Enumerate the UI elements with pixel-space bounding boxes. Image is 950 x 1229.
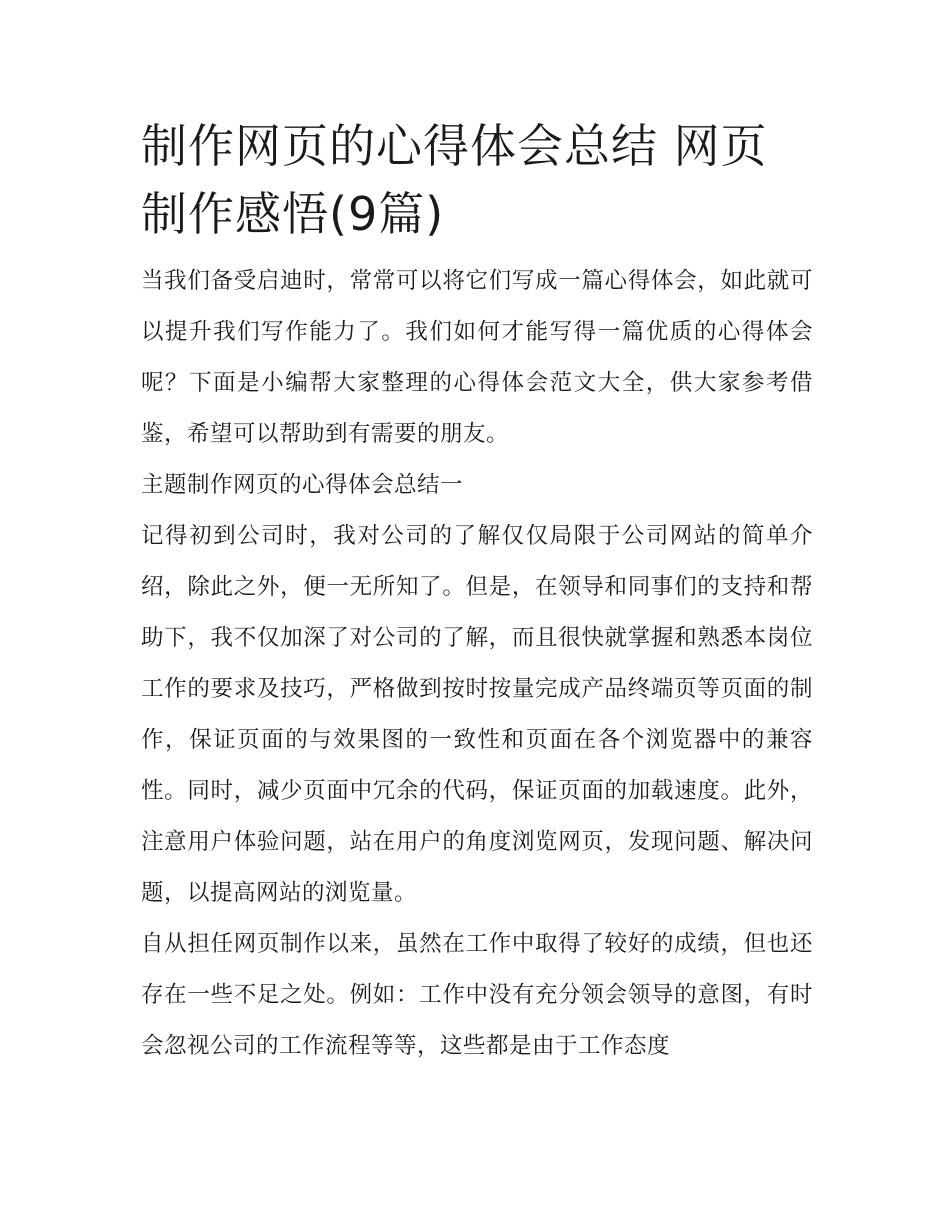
body-paragraph-1: 记得初到公司时，我对公司的了解仅仅局限于公司网站的简单介绍，除此之外，便一无所知了。但是，在领导和同事们的支持和帮助下，我不仅加深了对公司的了解，而且很快就掌握和熟悉本岗位工作的要求及技巧，严格做到按时按量完成产品终端页等页面的制作，保证页面的与效果图的一致性和页面在各个浏览器中的兼容性。同时，减少页面中冗余的代码，保证页面的加载速度。此外，注意用户体验问题，站在用户的角度浏览网页，发现问题、解决问题，以提高网站的浏览量。 — [141, 523, 813, 906]
document-title: 制作网页的心得体会总结 网页制作感悟(9篇) — [141, 119, 768, 241]
document-page — [141, 112, 813, 1072]
body-paragraph-2: 自从担任网页制作以来，虽然在工作中取得了较好的成绩，但也还存在一些不足之处。例如：工作中没有充分领会领导的意图，有时会忽视公司的工作流程等等，这些都是由于工作态度 — [141, 931, 813, 1059]
intro-paragraph: 当我们备受启迪时，常常可以将它们写成一篇心得体会，如此就可以提升我们写作能力了。我们如何才能写得一篇优质的心得体会呢？下面是小编帮大家整理的心得体会范文大全，供大家参考借鉴，希望可以帮助到有需要的朋友。 — [141, 268, 813, 447]
section-heading: 主题制作网页的心得体会总结一 — [141, 472, 464, 498]
